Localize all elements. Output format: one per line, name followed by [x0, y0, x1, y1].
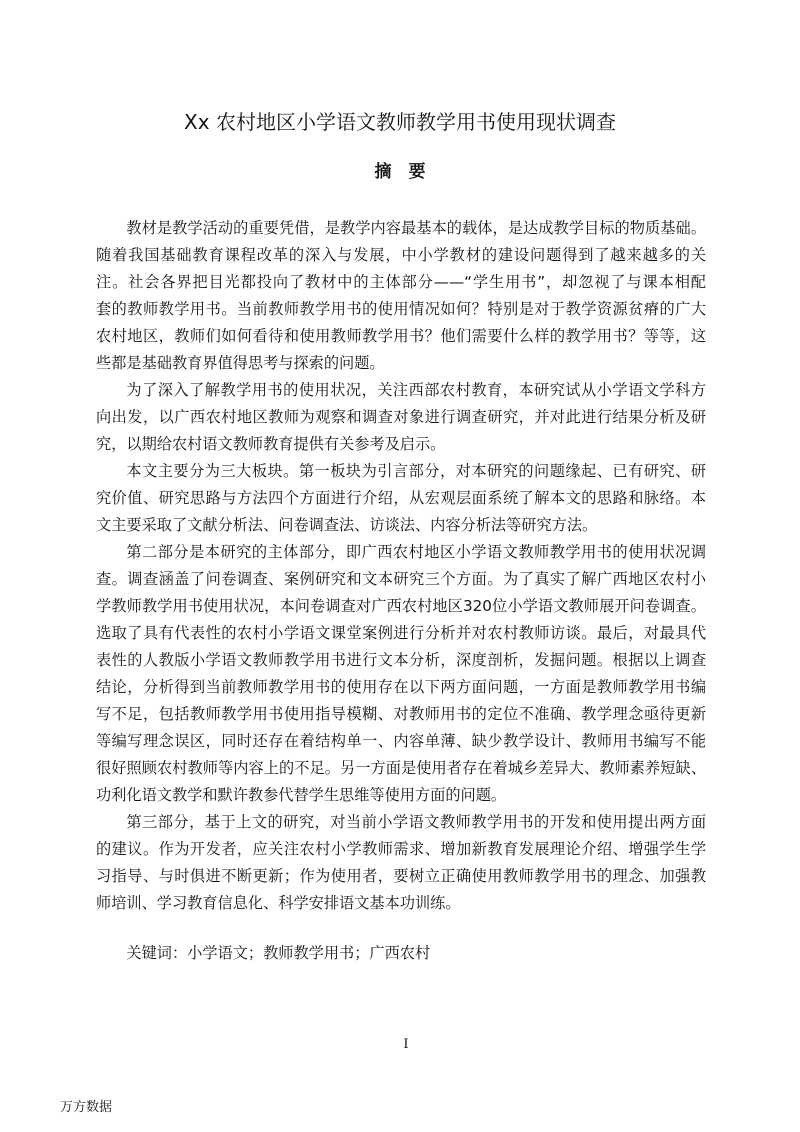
paragraph-line: 向出发，以广西农村地区教师为观察和调查对象进行调查研究，并对此进行结果分析及研 — [96, 408, 706, 426]
paragraph-line: 等编写理念误区，同时还存在着结构单一、内容单薄、缺少教学设计、教师用书编写不能 — [96, 732, 706, 750]
paragraph-line: 选取了具有代表性的农村小学语文课堂案例进行分析并对农村教师访谈。最后，对最具代 — [96, 624, 706, 642]
abstract-paragraph-5 — [96, 809, 706, 917]
paragraph-line: 结论，分析得到当前教师教学用书的使用存在以下两方面问题，一方面是教师教学用书编 — [96, 678, 706, 696]
paragraph-line: 随着我国基础教育课程改革的深入与发展，中小学教材的建设问题得到了越来越多的关 — [96, 246, 706, 264]
abstract-paragraph-1 — [96, 215, 706, 377]
paragraph-line: 究价值、研究思路与方法四个方面进行介绍，从宏观层面系统了解本文的思路和脉络。本 — [96, 489, 706, 507]
paragraph-line: 第二部分是本研究的主体部分，即广西农村地区小学语文教师教学用书的使用状况调 — [126, 543, 706, 561]
paragraph-line: 写不足，包括教师教学用书使用指导模糊、对教师用书的定位不准确、教学理念亟待更新 — [96, 705, 706, 723]
paragraph-line: 学教师教学用书使用状况，本问卷调查对广西农村地区320位小学语文教师展开问卷调查。 — [96, 597, 706, 615]
abstract-body — [96, 215, 706, 917]
paragraph-line: 注。社会各界把目光都投向了教材中的主体部分——“学生用书”，却忽视了与课本相配 — [96, 273, 706, 291]
paragraph-line: 教材是教学活动的重要凭借，是教学内容最基本的载体，是达成教学目标的物质基础。 — [126, 219, 706, 237]
abstract-paragraph-4 — [96, 539, 706, 809]
abstract-paragraph-3 — [96, 458, 706, 539]
paragraph-line: 第三部分，基于上文的研究，对当前小学语文教师教学用书的开发和使用提出两方面 — [126, 813, 706, 831]
page-number: I — [403, 1037, 409, 1052]
paragraph-line: 为了深入了解教学用书的使用状况，关注西部农村教育，本研究试从小学语文学科方 — [126, 381, 706, 399]
paragraph-line: 文主要采取了文献分析法、问卷调查法、访谈法、内容分析法等研究方法。 — [96, 516, 598, 534]
paragraph-line: 套的教师教学用书。当前教师教学用书的使用情况如何？特别是对于教学资源贫瘠的广大 — [96, 300, 706, 318]
paragraph-line: 查。调查涵盖了问卷调查、案例研究和文本研究三个方面。为了真实了解广西地区农村小 — [96, 570, 706, 588]
paragraph-line: 究，以期给农村语文教师教育提供有关参考及启示。 — [96, 435, 446, 453]
paragraph-line: 农村地区，教师们如何看待和使用教师教学用书？他们需要什么样的教学用书？等等，这 — [96, 327, 706, 345]
paragraph-line: 习指导、与时俱进不断更新；作为使用者，要树立正确使用教师教学用书的理念、加强教 — [96, 867, 706, 885]
abstract-heading: 摘 要 — [374, 162, 426, 182]
footer-source-label: 万方数据 — [60, 1100, 113, 1115]
paragraph-line: 功利化语文教学和默许教参代替学生思维等使用方面的问题。 — [96, 786, 507, 804]
paragraph-line: 些都是基础教育界值得思考与探索的问题。 — [96, 354, 385, 372]
paragraph-line: 很好照顾农村教师等内容上的不足。另一方面是使用者存在着城乡差异大、教师素养短缺、 — [96, 759, 706, 777]
abstract-paragraph-2 — [96, 377, 706, 458]
paper-title: Xx 农村地区小学语文教师教学用书使用现状调查 — [184, 110, 616, 134]
paragraph-line: 表性的人教版小学语文教师教学用书进行文本分析，深度剖析，发掘问题。根据以上调查 — [96, 651, 706, 669]
paragraph-line: 的建议。作为开发者，应关注农村小学教师需求、增加新教育发展理论介绍、增强学生学 — [96, 840, 706, 858]
paragraph-line: 师培训、学习教育信息化、科学安排语文基本功训练。 — [96, 894, 461, 912]
keywords-line: 关键词：小学语文；教师教学用书；广西农村 — [126, 944, 431, 962]
paragraph-line: 本文主要分为三大板块。第一板块为引言部分，对本研究的问题缘起、已有研究、研 — [126, 462, 706, 480]
